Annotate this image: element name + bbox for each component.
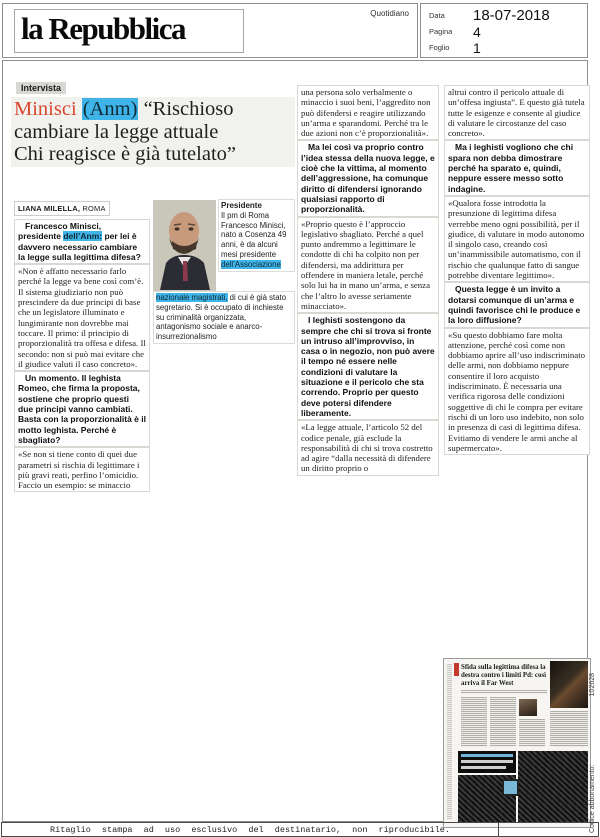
interview-answer: «Qualora fosse introdotta la presunzione di legittima difesa verrebbe meno ogni possibilità, per il giudice, di valutare in modo autonomo il singolo caso, creando così un’inammissibile automatismo, con il rischio che qualunque fatto di sangue potrebbe diventare legittimo».: [444, 196, 590, 282]
thumbnail-dark-headline-box: [458, 751, 516, 773]
highlighted-text: dell’Anm:: [63, 231, 103, 242]
interview-answer: «La legge attuale, l’articolo 52 del codice penale, già esclude la responsabilità di chi si trova costretto ad agire “dalla necessità di difendere un diritto proprio o: [297, 420, 439, 475]
thumbnail-text-column: [550, 711, 588, 747]
header-meta-box: [420, 3, 588, 58]
highlighted-text: dell’Associazione: [221, 259, 281, 269]
article-column-3: [444, 85, 590, 455]
byline-city: ROMA: [80, 204, 106, 213]
thumbnail-subhead-noise: [461, 690, 547, 694]
thumbnail-headline: Sfida sulla legittima difesa la destra contro i limiti Pd: così arriva il Far West: [461, 664, 547, 687]
thumbnail-text-column: [461, 697, 487, 747]
headline-org-highlight: (Anm): [82, 98, 138, 120]
thumbnail-dark-photo: [518, 751, 588, 823]
thumbnail-text-column: [519, 719, 545, 747]
thumbnail-section-mark: [454, 663, 459, 676]
publication-type-label: Quotidiano: [370, 9, 409, 18]
portrait-photo-image: [154, 201, 215, 290]
interview-question: Ma lei così va proprio contro l’idea stessa della nuova legge, e cioè che la vittima, al momento dell’aggressione, ha comunque diritto di difendersi ignorando qualsiasi rapporto di proporzionalità.: [297, 140, 439, 216]
masthead-box: [14, 9, 244, 53]
caption-title: Presidente: [221, 201, 262, 210]
footer-strip: [1, 822, 599, 837]
subscription-code: [587, 673, 597, 833]
footer-disclaimer: Ritaglio stampa ad uso esclusivo del destinatario, non riproducibile.: [2, 823, 499, 836]
thumbnail-gun-photo: [550, 661, 588, 708]
footer-empty-cell: [499, 823, 598, 836]
sheet-label: Foglio: [429, 43, 450, 52]
minisci-photo: [153, 200, 216, 291]
article-paragraph: altrui contro il pericolo attuale di un’offesa ingiusta”. E questo già tutela tutte le esigenze e consente al giudice di valutare le circostanze del caso concreto».: [444, 85, 590, 140]
highlighted-text: nazionale magistrati,: [156, 293, 228, 302]
date-label: Data: [429, 11, 445, 20]
kicker-label: Intervista: [16, 82, 66, 94]
thumbnail-portrait-photo: [519, 699, 537, 716]
page-label: Pagina: [429, 27, 453, 36]
headline-line1: [14, 98, 295, 121]
headline-quote-start: “Rischioso: [138, 98, 234, 120]
subscription-code-label: Codice abbonamento:: [588, 764, 596, 833]
page-value: 4: [473, 24, 481, 40]
masthead-logo: la Repubblica: [21, 11, 185, 46]
article-column-2: [297, 85, 439, 476]
article-column-1: [14, 219, 150, 492]
question-text: Francesco Minisci, presidente: [18, 221, 102, 242]
article-paragraph: una persona solo verbalmente o minaccio i suoi beni, l’aggredito non può difendersi e reagire utilizzando un’arma e sparandomi. Perché tra le due azioni non c’è proporzionalità».: [297, 85, 439, 140]
related-page-thumbnail: [443, 658, 591, 828]
headline-line3: Chi reagisce è già tutelato”: [14, 143, 236, 165]
thumbnail-tv-screen: [502, 779, 519, 796]
byline: [14, 201, 110, 216]
date-value: 18-07-2018: [473, 7, 550, 24]
byline-author: LIANA MILELLA,: [18, 204, 81, 213]
thumbnail-page-gutter: [447, 664, 452, 819]
caption-text: Il pm di Roma Francesco Minisci, nato a Cosenza 49 anni, è da alcuni mesi presidente: [221, 210, 287, 259]
thumbnail-text-column: [490, 697, 516, 747]
interview-answer: «Proprio questo è l’approccio legislativo sbagliato. Perché a quel punto andremmo a legittimare le condotte di chi ha colpito non per difendersi, ma addirittura per offendere in maniera letale, perché solo lui ha in mano un’arma, e senza che l’altro lo avesse seriamente minacciato».: [297, 217, 439, 314]
caption-text: di cui è già stato segretario. Si è occupato di inchieste su criminalità organizzata, antagonismo sociale e anarco-insurrezionalismo: [156, 293, 287, 342]
sheet-value: 1: [473, 40, 481, 56]
photo-caption-right: [218, 199, 295, 272]
interview-answer: «Se non si tiene conto di quei due parametri si rischia di legittimare i più gravi reati, perfino l’omicidio. Faccio un esempio: se minaccio: [14, 447, 150, 492]
headline-speaker: Minisci: [14, 98, 82, 120]
interview-question: [14, 219, 150, 264]
header-left-box: [2, 3, 418, 58]
interview-question: Ma i leghisti vogliono che chi spara non debba dimostrare perché ha sparato e, quindi, neppure essere messo sotto indagine.: [444, 140, 590, 195]
subscription-code-value: 102628: [588, 673, 596, 697]
interview-question: Questa legge è un invito a dotarsi comunque di un’arma e quindi favorisce chi le produce e la loro diffusione?: [444, 282, 590, 327]
photo-caption-bottom: [153, 291, 295, 344]
interview-answer: «Su questo dobbiamo fare molta attenzione, perché così come non dobbiamo aprire all’uso indiscriminato delle armi, non dobbiamo neppure consentire il loro acquisto indiscriminato. È necessaria una verifica rigorosa delle condizioni soggettive di chi le compra per evitare rischi di un loro uso indebito, non solo in presenza di casi di legittima difesa. Evitiamo di vendere le armi anche al supermercato».: [444, 328, 590, 456]
headline-block: [11, 97, 295, 167]
interview-answer: «Non è affatto necessario farlo perché la legge va bene così com’è. Il sistema giudiziario non può prescindere da due principi di base che un legislatore illuminato e lungimirante non dovrebbe mai toccare. Il primo: il principio di proporzionalità tra offesa e difesa. Il secondo: non si può mai evitare che il giudice valuti il caso concreto».: [14, 264, 150, 371]
interview-question: Un momento. Il leghista Romeo, che firma la proposta, sostiene che proprio questi due principi vanno cambiati. Basta con la proporzionalità è il motto leghista. Perché è sbagliato?: [14, 371, 150, 447]
headline-line2: cambiare la legge attuale: [14, 120, 219, 143]
interview-question: I leghisti sostengono da sempre che chi si trova si fronte un intruso all’improvviso, in casa o in negozio, non può avere il tempo né essere nelle condizioni di valutare la situazione e il pericolo che sta correndo. Proprio per questo deve potersi difendere liberamente.: [297, 313, 439, 420]
question-text: per lei è davvero necessario cambiare la legge sulla legittima difesa?: [18, 231, 141, 262]
